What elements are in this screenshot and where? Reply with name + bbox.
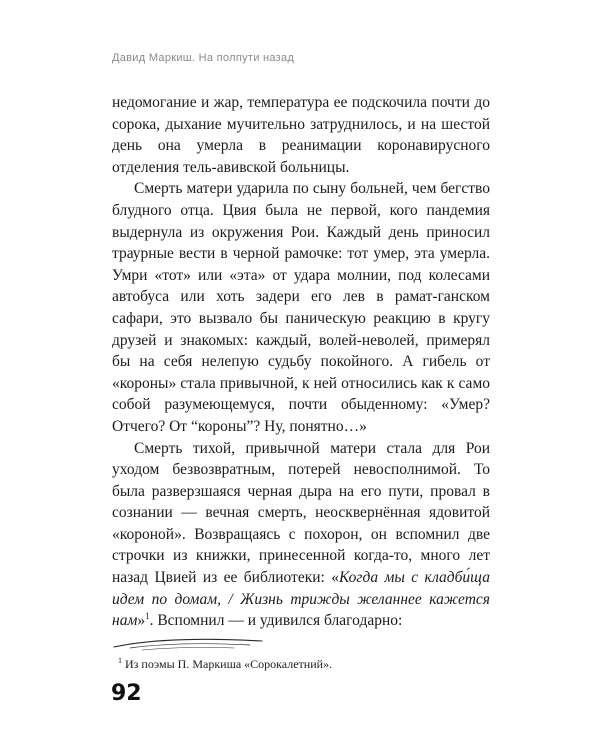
footnote [118,656,332,672]
paragraph-3-text: Смерть тихой, привычной матери стала для Рои уходом безвозвратным, потерей невосполнимой. То была разверзшаяся черная дыра на его пути, провал в сознании — вечная смерть, неосквернённая ядовитой «короной». Возвращаясь с похорон, он вспомнил две строчки из книжки, принесенной когда-то, много лет назад Цвией из ее библиотеки: « [112,439,490,587]
body-text [112,92,490,632]
quote-close: » [137,612,146,630]
page-number: 92 [111,681,142,706]
running-head: Давид Маркиш. На полпути назад [112,52,295,64]
paragraph-1: недомогание и жар, температура ее подскочила почти до сорока, дыхание мучительно затруднилось, и на шестой день она умерла в реанимации коронавирусного отделения тель-авивской больницы. [112,94,490,176]
footnote-number: 1 [118,656,122,665]
paragraph-2: Смерть матери ударила по сыну больней, чем бегство блудного отца. Цвия была не первой, кого пандемия выдернула из окружения Рои. Каждый день приносил траурные вести в черной рамочке: тот умер, эта умерла. Умри «тот» или «эта» от удара молнии, под колесами автобуса или хоть задери его лев в рамат-ганском сафари, это вызвало бы паническую реакцию в кругу друзей и знакомых: каждый, волей-неволей, примерял бы на себя нелепую судьбу покойного. А гибель от «короны» стала привычной, к ней относились как к само собой разумеющемуся, почти обыденному: «Умер? Отчего? От “короны”? Ну, понятно…» [112,180,490,435]
footnote-separator-flourish [112,631,272,655]
footnote-reference[interactable]: 1 [145,611,150,622]
footnote-text: Из поэмы П. Маркиша «Сорокалетний». [125,657,333,671]
paragraph-3 [112,438,490,632]
paragraph-3-tail: . Вспомнил — и удивился благодарно: [149,612,403,630]
poem-quote: Когда мы с кладби́ща идем по домам, / Жизнь трижды желаннее кажется нам [112,569,491,630]
